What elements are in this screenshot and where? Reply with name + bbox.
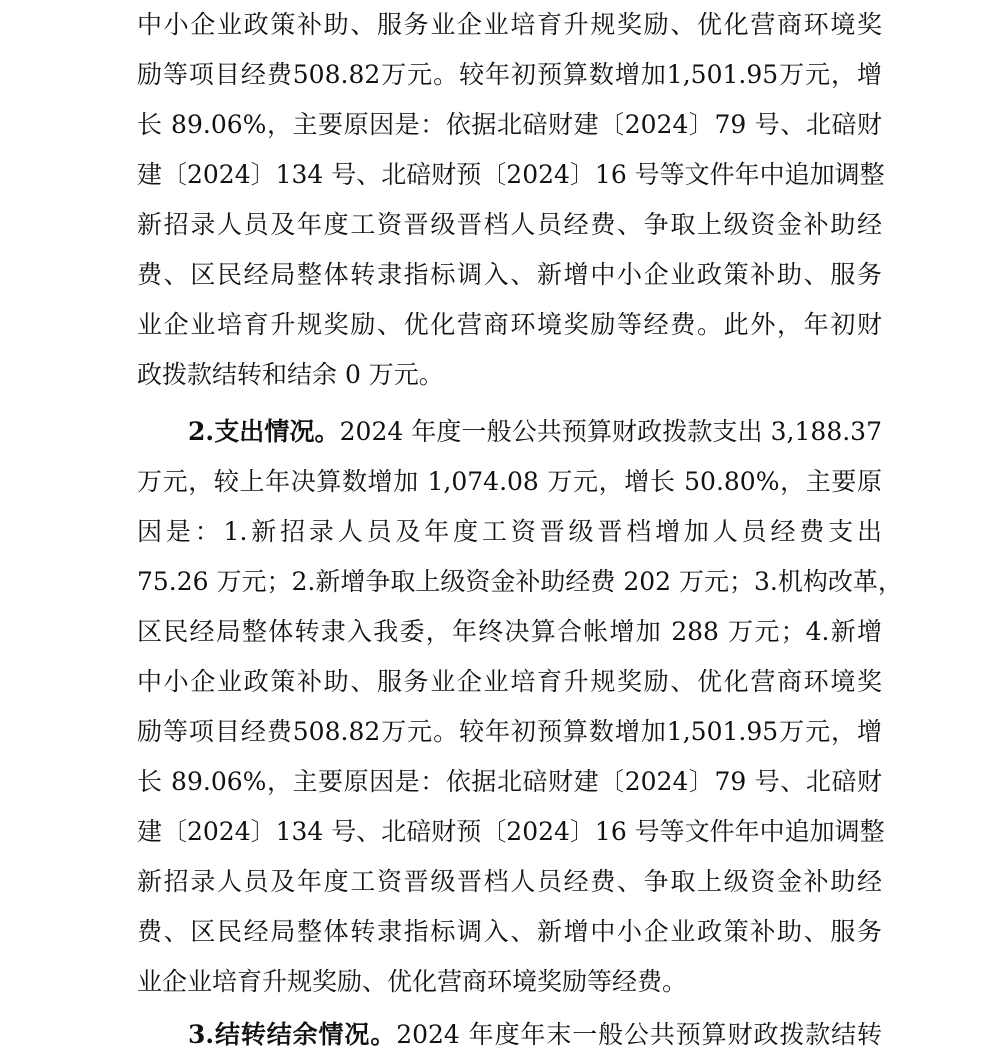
text-line: 中小企业政策补助、服务业企业培育升规奖励、优化营商环境奖 (137, 667, 882, 696)
text-line: 中小企业政策补助、服务业企业培育升规奖励、优化营商环境奖 (137, 10, 882, 39)
section-heading-expenditure: 2.支出情况。 (188, 417, 340, 446)
paragraph-first-line (188, 407, 882, 457)
text-line: 励等项目经费508.82万元。较年初预算数增加1,501.95万元，增 (137, 717, 882, 746)
text-line: 因是：1.新招录人员及年度工资晋级晋档增加人员经费支出 (137, 517, 882, 546)
text-line: 75.26 万元；2.新增争取上级资金补助经费 202 万元；3.机构改革， (137, 567, 903, 596)
text-line: 业企业培育升规奖励、优化营商环境奖励等经费。此外，年初财 (137, 310, 882, 339)
text-run: 2024 年度年末一般公共预算财政拨款结转 (396, 1020, 882, 1049)
text-line: 业企业培育升规奖励、优化营商环境奖励等经费。 (137, 967, 688, 996)
text-line: 建〔2024〕134 号、北碚财预〔2024〕16 号等文件年中追加调整 (137, 160, 885, 189)
text-run: 2024 年度一般公共预算财政拨款支出 3,188.37 (339, 417, 882, 446)
text-line: 政拨款结转和结余 0 万元。 (137, 360, 444, 389)
text-line: 长 89.06%，主要原因是：依据北碚财建〔2024〕79 号、北碚财 (137, 767, 882, 796)
text-line: 新招录人员及年度工资晋级晋档人员经费、争取上级资金补助经 (137, 867, 882, 896)
text-line: 费、区民经局整体转隶指标调入、新增中小企业政策补助、服务 (137, 917, 882, 946)
text-line: 新招录人员及年度工资晋级晋档人员经费、争取上级资金补助经 (137, 210, 882, 239)
text-line: 励等项目经费508.82万元。较年初预算数增加1,501.95万元，增 (137, 60, 882, 89)
paragraph-first-line (188, 1010, 882, 1060)
text-line: 建〔2024〕134 号、北碚财预〔2024〕16 号等文件年中追加调整 (137, 817, 885, 846)
text-line: 区民经局整体转隶入我委，年终决算合帐增加 288 万元；4.新增 (137, 617, 882, 646)
text-line: 长 89.06%，主要原因是：依据北碚财建〔2024〕79 号、北碚财 (137, 110, 882, 139)
text-line: 费、区民经局整体转隶指标调入、新增中小企业政策补助、服务 (137, 260, 882, 289)
text-line: 万元，较上年决算数增加 1,074.08 万元，增长 50.80%，主要原 (137, 467, 882, 496)
section-heading-carryover: 3.结转结余情况。 (188, 1020, 397, 1049)
